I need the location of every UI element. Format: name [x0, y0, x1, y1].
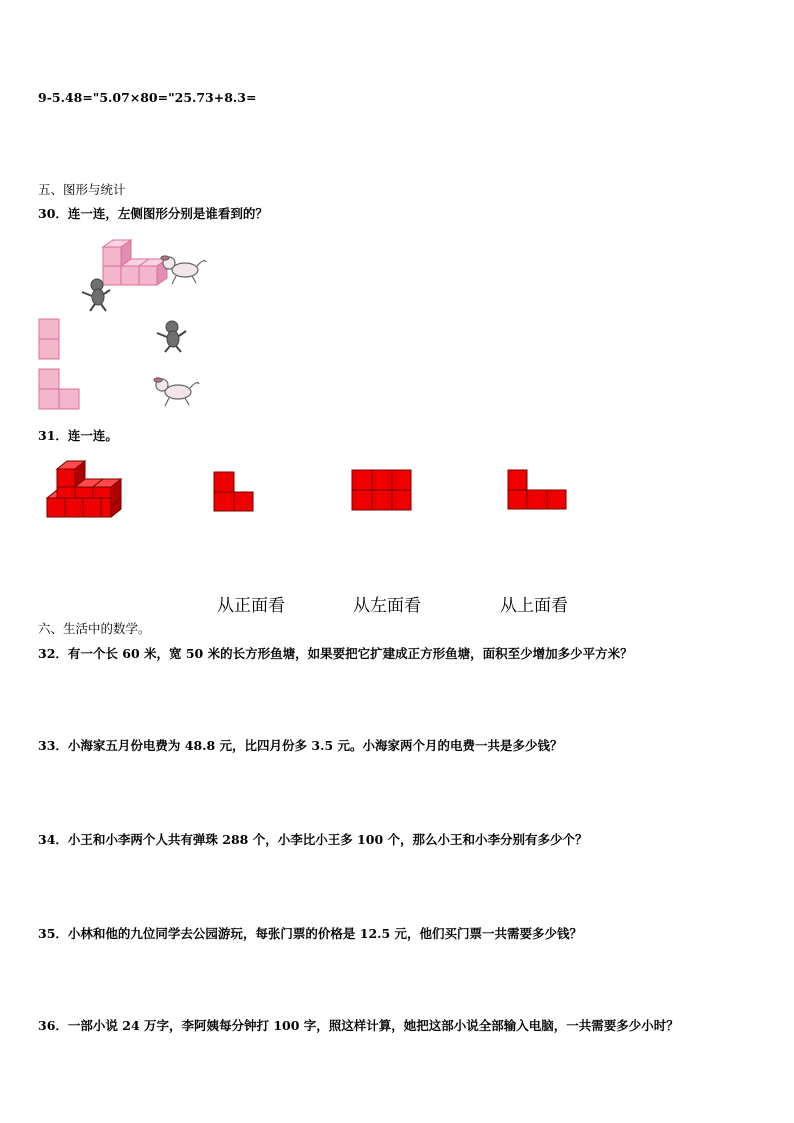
q33-text: 33．小海家五月份电费为 48.8 元，比四月份多 3.5 元。小海家两个月的电费一共是多少钱？ [38, 738, 563, 753]
caption-front-view: 从正面看 [217, 596, 285, 616]
q31-text: 31．连一连。 [38, 428, 118, 443]
section5-title: 五、图形与统计 [38, 182, 126, 197]
q32-text: 32．有一个长 60 米，宽 50 米的长方形鱼塘，如果要把它扩建成正方形鱼塘，面积至少增加多少平方米？ [38, 646, 633, 661]
red-view-l-shape [214, 472, 253, 511]
q36-text: 36．一部小说 24 万字，李阿姨每分钟打 100 字，照这样计算，她把这部小说全部输入电脑，一共需要多少小时？ [38, 1018, 679, 1033]
caption-left-view: 从左面看 [353, 596, 421, 616]
section6-title: 六、生活中的数学。 [38, 621, 151, 636]
q35-text: 35．小林和他的九位同学去公园游玩，每张门票的价格是 12.5 元，他们买门票一共需要多少钱？ [38, 926, 583, 941]
q34-text: 34．小王和小李两个人共有弹珠 288 个，小李比小王多 100 个，那么小王和小李分别有多少个？ [38, 832, 588, 847]
red-3d-cube-stack [47, 461, 121, 517]
red-view-two-by-three [352, 470, 411, 510]
arithmetic-line: 9-5.48="5.07×80="25.73+8.3= [38, 90, 257, 105]
caption-top-view: 从上面看 [500, 596, 568, 616]
q30-text: 30．连一连，左侧图形分别是谁看到的？ [38, 206, 268, 221]
red-view-long-l-shape [508, 470, 566, 509]
